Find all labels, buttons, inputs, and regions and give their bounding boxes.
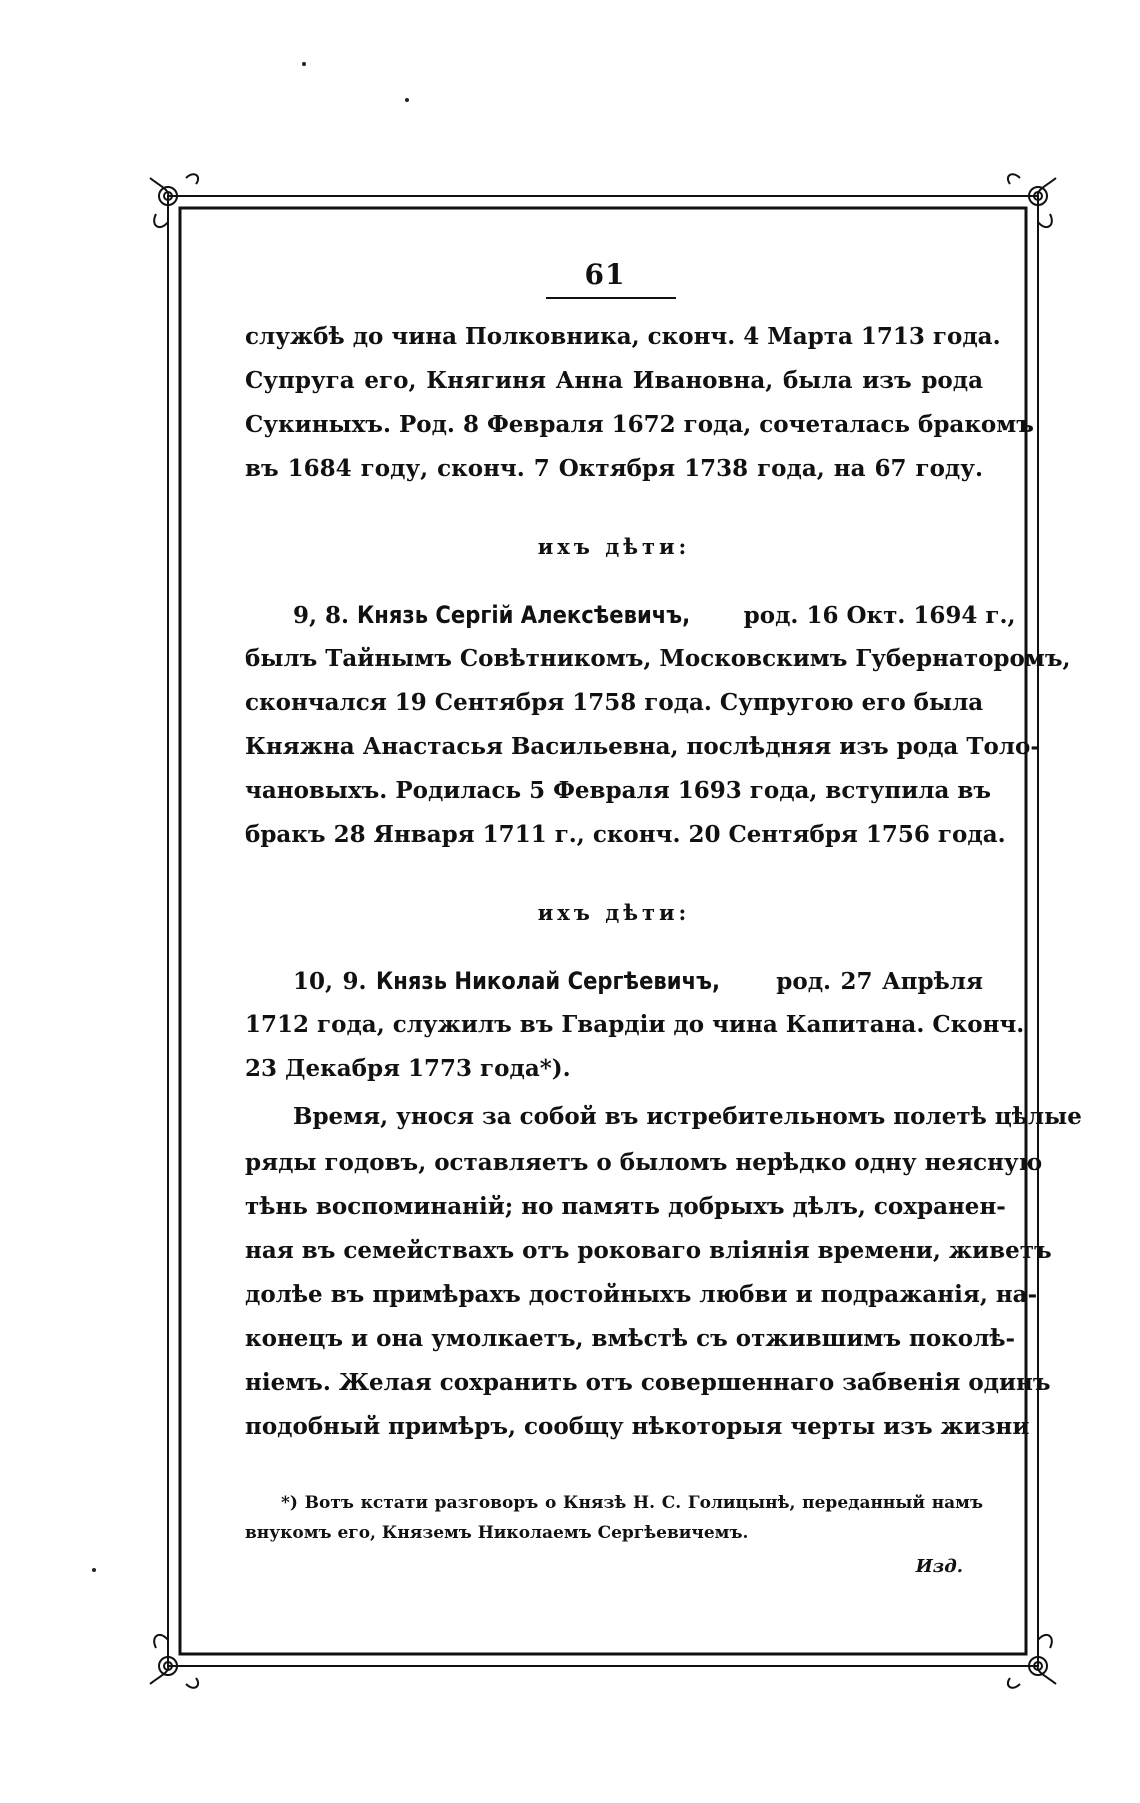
text-line: нiемъ. Желая сохранить отъ совершеннаго забвенiя одинъ — [245, 1369, 1051, 1396]
entry-details: род. 16 Окт. 1694 г., — [743, 602, 1016, 629]
corner-ornament-top-left — [150, 174, 198, 227]
text-line: 23 Декабря 1773 года*). — [245, 1055, 571, 1082]
text-line: чановыхъ. Родилась 5 Февраля 1693 года, вступила въ — [245, 777, 992, 804]
scan-speck — [92, 1568, 96, 1572]
entry-number: 9, 8. — [293, 602, 350, 629]
corner-ornament-top-right — [1008, 174, 1056, 227]
footnote-line: внукомъ его, Княземъ Николаемъ Сергѣевичемъ. — [245, 1523, 749, 1543]
text-line: долѣе въ примѣрахъ достойныхъ любви и подражанiя, на- — [245, 1281, 1038, 1308]
text-line: Княжна Анастасья Васильевна, послѣдняя изъ рода Толо- — [245, 733, 1040, 760]
corner-ornament-bottom-right — [1008, 1635, 1056, 1688]
person-name: Князь Сергiй Алексѣевичъ, — [357, 601, 691, 629]
scan-speck — [405, 98, 409, 102]
text-line: конецъ и она умолкаетъ, вмѣстѣ съ отжившимъ поколѣ- — [245, 1325, 1016, 1352]
text-line: 1712 года, служилъ въ Гвардiи до чина Капитана. Сконч. — [245, 1011, 1025, 1038]
page-number: 61 — [584, 258, 626, 291]
entry-first-line — [245, 600, 1016, 631]
footnote-signature: Изд. — [915, 1556, 963, 1577]
footnote-line: *) Вотъ кстати разговоръ о Князѣ Н. С. Голицынѣ, переданный намъ — [281, 1493, 983, 1513]
text-line: бракъ 28 Января 1711 г., сконч. 20 Сентября 1756 года. — [245, 821, 1006, 848]
entry-details: род. 27 Апрѣля — [776, 968, 983, 995]
text-line: ряды годовъ, оставляетъ о быломъ нерѣдко одну неясную — [245, 1149, 1043, 1176]
text-line: Сукиныхъ. Род. 8 Февраля 1672 года, сочеталась бракомъ — [245, 411, 1034, 438]
corner-ornament-bottom-left — [150, 1635, 198, 1688]
person-name: Князь Николай Сергѣевичъ, — [375, 967, 720, 995]
text-line: въ 1684 году, сконч. 7 Октября 1738 года, на 67 году. — [245, 455, 983, 482]
section-heading: ихъ дѣти: — [537, 534, 691, 559]
section-heading: ихъ дѣти: — [537, 900, 691, 925]
text-line: ная въ семействахъ отъ роковаго влiянiя времени, живетъ — [245, 1237, 1052, 1264]
paragraph-first-line: Время, унося за собой въ истребительномъ полетѣ цѣлые — [293, 1103, 1082, 1130]
text-line: подобный примѣръ, сообщу нѣкоторыя черты изъ жизни — [245, 1413, 1030, 1440]
page-number-rule — [546, 297, 676, 299]
text-line: тѣнь воспоминанiй; но память добрыхъ дѣлъ, сохранен- — [245, 1193, 1006, 1220]
entry-number: 10, 9. — [293, 968, 367, 995]
scan-speck — [302, 62, 306, 66]
entry-first-line — [245, 966, 983, 997]
text-line: службѣ до чина Полковника, сконч. 4 Марта 1713 года. — [245, 323, 1001, 350]
text-line: Супруга его, Княгиня Анна Ивановна, была изъ рода — [245, 367, 983, 394]
text-line: былъ Тайнымъ Совѣтникомъ, Московскимъ Губернаторомъ, — [245, 645, 1071, 672]
text-line: скончался 19 Сентября 1758 года. Супругою его была — [245, 689, 984, 716]
